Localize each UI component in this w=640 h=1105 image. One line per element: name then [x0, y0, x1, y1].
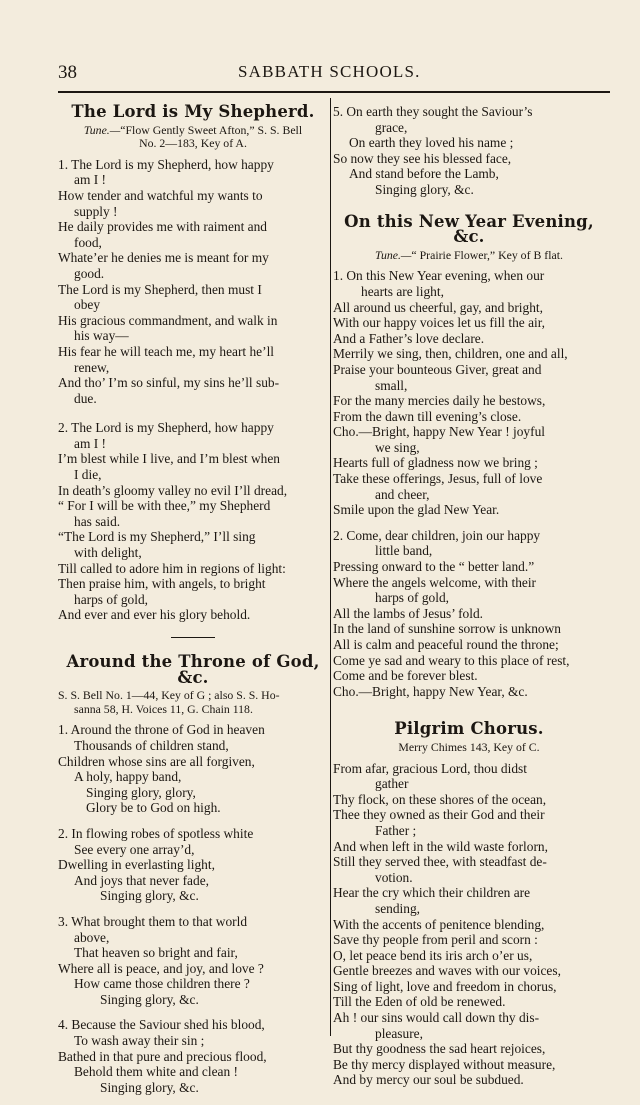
stanza [333, 104, 605, 198]
verse-line: 2. Come, dear children, join our happy [333, 527, 541, 543]
verse-line: For the many mercies daily he bestows, [333, 393, 546, 409]
verse-line: Cho.—Bright, happy New Year ! joyful [333, 424, 545, 440]
verse-line: And by mercy our soul be subdued. [333, 1072, 524, 1088]
hymn-title: Pilgrim Chorus. [394, 719, 544, 739]
verse-line: Still they served thee, with steadfast de- [333, 854, 547, 870]
verse-line: food, [74, 234, 102, 250]
verse-line: 4. Because the Saviour shed his blood, [58, 1017, 265, 1033]
verse-line: hearts are light, [361, 283, 444, 299]
verse-line: To wash away their sin ; [74, 1033, 205, 1049]
verse-line: A holy, happy band, [74, 769, 182, 785]
verse-line: gather [375, 776, 409, 792]
verse-line: Thee they owned as their God and their [333, 807, 545, 823]
verse-line: Behold them white and clean ! [74, 1064, 238, 1080]
right-column [333, 104, 605, 1098]
verse-line: From the dawn till evening’s close. [333, 408, 522, 424]
verse-line: And tho’ I’m so sinful, my sins he’ll sub- [58, 375, 280, 391]
verse-line: 2. In flowing robes of spotless white [58, 825, 254, 841]
verse-line: supply ! [74, 203, 118, 219]
verse-line: How came those children there ? [74, 976, 250, 992]
verse-line: Smile upon the glad New Year. [333, 502, 500, 518]
verse-line: Then praise him, with angels, to bright [58, 576, 266, 592]
verse-line: 2. The Lord is my Shepherd, how happy [58, 420, 274, 436]
verse-line: sending, [375, 900, 421, 916]
tune-text: “Flow Gently Sweet Afton,” S. S. Bell [120, 122, 303, 137]
verse-line: How tender and watchful my wants to [58, 187, 263, 203]
verse-line: All is calm and peaceful round the throne; [333, 637, 559, 652]
verse-line: That heaven so bright and fair, [74, 945, 238, 961]
stanza [58, 826, 328, 904]
verse-line: his way— [74, 328, 129, 344]
verse-line: All the lambs of Jesus’ fold. [333, 605, 484, 621]
verse-line: good. [74, 265, 105, 281]
verse-line: Take these offerings, Jesus, full of love [333, 471, 543, 487]
verse-line: Singing glory, &c. [375, 181, 474, 197]
verse-line: 1. Around the throne of God in heaven [58, 722, 265, 738]
verse-line: grace, [375, 119, 408, 135]
verse-line: harps of gold, [74, 591, 149, 607]
verse-line: small, [375, 377, 408, 393]
verse-line: All around us cheerful, gay, and bright, [333, 299, 543, 315]
verse-line: In death’s gloomy valley no evil I’ll dread, [58, 482, 288, 498]
verse-line: See every one array’d, [74, 841, 195, 857]
verse-line: In the land of sunshine sorrow is unknown [333, 621, 561, 637]
verse-line: 5. On earth they sought the Saviour’s [333, 104, 533, 119]
stanza [58, 420, 328, 623]
verse-line: Singing glory, &c. [100, 1079, 199, 1095]
verse-line: Singing glory, glory, [86, 784, 196, 800]
verse-line: harps of gold, [375, 590, 450, 606]
verse-line: obey [74, 297, 101, 313]
tune-note [58, 124, 328, 151]
verse-line: has said. [74, 513, 121, 529]
verse-line: From afar, gracious Lord, thou didst [333, 760, 527, 776]
column-divider [330, 98, 331, 1036]
verse-line: above, [74, 929, 110, 945]
verse-line: Praise your bounteous Giver, great and [333, 361, 542, 377]
verse-line: The Lord is my Shepherd, then must I [58, 281, 262, 297]
tune-text: S. S. Bell No. 1—44, Key of G ; also S. S. Ho- [58, 688, 280, 703]
tune-note [58, 689, 328, 716]
verse-line: Pressing onward to the “ better land.” [333, 559, 535, 575]
verse-line: His gracious commandment, and walk in [58, 312, 278, 328]
verse-line: Sing of light, love and freedom in chorus, [333, 978, 557, 994]
verse-line: Hearts full of gladness now we bring ; [333, 455, 538, 471]
tune-text: “ Prairie Flower,” Key of B flat. [411, 247, 563, 262]
verse-line: with delight, [74, 545, 142, 561]
verse-line: Gentle breezes and waves with our voices, [333, 963, 561, 979]
verse-line: little band, [375, 543, 433, 559]
verse-line: I’m blest while I live, and I’m blest when [58, 451, 281, 467]
verse-line: am I ! [74, 435, 106, 451]
verse-line: Father ; [375, 822, 417, 838]
verse-line: And ever and ever his glory behold. [58, 607, 251, 623]
verse-line: He daily provides me with raiment and [58, 219, 267, 235]
stanza [333, 268, 605, 518]
stanza [333, 528, 605, 700]
verse-line: votion. [375, 869, 413, 885]
verse-line: 1. On this New Year evening, when our [333, 268, 545, 284]
verse-line: With the accents of penitence blending, [333, 916, 545, 932]
verse-line: Dwelling in everlasting light, [58, 857, 215, 873]
hymn-title: The Lord is My Shepherd. [71, 102, 315, 121]
verse-line: His fear he will teach me, my heart he’ll [58, 343, 275, 359]
tune-label: Tune.— [83, 122, 121, 137]
tune-note: Merry Chimes 143, Key of C. [398, 739, 540, 754]
verse-line: Glory be to God on high. [86, 800, 221, 816]
verse-line: Where the angels welcome, with their [333, 574, 537, 590]
verse-line: pleasure, [375, 1025, 423, 1041]
verse-line: Till called to adore him in regions of light: [58, 560, 286, 576]
verse-line: And joys that never fade, [74, 872, 209, 888]
section-separator [171, 637, 215, 638]
stanza [58, 914, 328, 1008]
verse-line: 3. What brought them to that world [58, 913, 248, 929]
verse-line: we sing, [375, 439, 420, 455]
verse-line: “ For I will be with thee,” my Shepherd [58, 498, 271, 514]
verse-line: Merrily we sing, then, children, one and all, [333, 346, 568, 362]
header-rule [58, 91, 610, 93]
verse-line: renew, [74, 359, 110, 375]
tune-label: Tune.— [375, 247, 412, 262]
verse-line: And when left in the wild waste forlorn, [333, 838, 548, 854]
hymn-title: On this New Year Evening, &c. [344, 211, 594, 247]
verse-line: Come ye sad and weary to this place of rest, [333, 652, 570, 668]
verse-line: And stand before the Lamb, [349, 166, 499, 182]
verse-line: Where all is peace, and joy, and love ? [58, 960, 264, 976]
page-header [58, 62, 610, 92]
stanza [333, 761, 605, 1088]
verse-line: On earth they loved his name ; [349, 135, 514, 151]
verse-line: am I ! [74, 172, 106, 188]
verse-line: I die, [74, 467, 102, 483]
verse-line: O, let peace bend its iris arch o’er us, [333, 947, 533, 963]
verse-line: Thy flock, on these shores of the ocean, [333, 791, 547, 807]
page-number: 38 [58, 62, 77, 83]
stanza [58, 157, 328, 407]
tune-note [333, 249, 605, 263]
verse-line: Come and be forever blest. [333, 668, 478, 684]
tune-text: No. 2—183, Key of A. [139, 136, 247, 151]
verse-line: Bathed in that pure and precious flood, [58, 1048, 267, 1064]
verse-line: With our happy voices let us fill the air, [333, 315, 546, 331]
verse-line: Children whose sins are all forgiven, [58, 753, 255, 769]
verse-line: Till the Eden of old be renewed. [333, 994, 506, 1010]
verse-line: and cheer, [375, 486, 430, 502]
verse-line: due. [74, 390, 97, 406]
verse-line: Be thy mercy displayed without measure, [333, 1056, 556, 1072]
hymn-title: Around the Throne of God, &c. [66, 652, 320, 687]
stanza [58, 722, 328, 816]
verse-line: 1. The Lord is my Shepherd, how happy [58, 156, 274, 172]
running-head: SABBATH SCHOOLS. [238, 62, 421, 81]
verse-line: Save thy people from peril and scorn : [333, 932, 538, 948]
verse-line: “The Lord is my Shepherd,” I’ll sing [58, 529, 256, 545]
verse-line: And a Father’s love declare. [333, 330, 485, 346]
verse-line: Singing glory, &c. [100, 991, 199, 1007]
verse-line: Cho.—Bright, happy New Year, &c. [333, 683, 528, 699]
tune-text: sanna 58, H. Voices 11, G. Chain 118. [74, 701, 253, 716]
left-column [58, 104, 328, 1105]
verse-line: Thousands of children stand, [74, 737, 229, 753]
verse-line: So now they see his blessed face, [333, 150, 512, 166]
verse-line: Ah ! our sins would call down thy dis- [333, 1010, 540, 1026]
verse-line: Whate’er he denies me is meant for my [58, 250, 269, 266]
verse-line: Hear the cry which their children are [333, 885, 531, 901]
verse-line: But thy goodness the sad heart rejoices, [333, 1041, 546, 1057]
verse-line: Singing glory, &c. [100, 888, 199, 904]
